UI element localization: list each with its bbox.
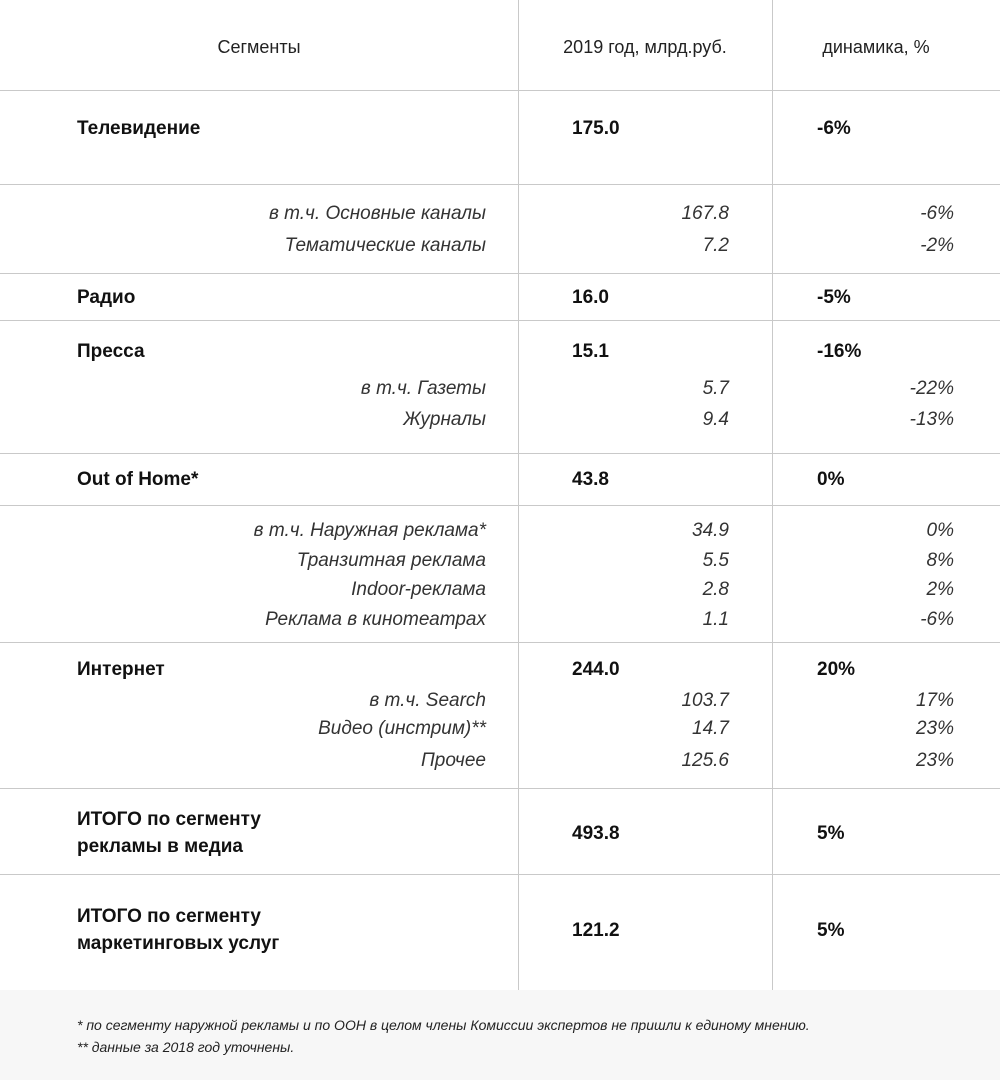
sub-value: 125.6 (681, 750, 729, 771)
row-divider (0, 642, 1000, 643)
total-media-value: 493.8 (572, 823, 620, 844)
total-media-label-line1: ИТОГО по сегменту (77, 809, 261, 830)
row-divider (0, 90, 1000, 91)
sub-value: 103.7 (681, 690, 729, 711)
footnote: ** данные за 2018 год уточнены. (77, 1039, 295, 1055)
sub-name: в т.ч. Газеты (360, 378, 486, 399)
sub-value: 167.8 (681, 203, 729, 224)
row-divider (0, 453, 1000, 454)
sub-name: в т.ч. Наружная реклама* (253, 520, 486, 541)
sub-dyn: 2% (926, 579, 954, 600)
sub-value: 1.1 (702, 609, 729, 630)
footnote: * по сегменту наружной рекламы и по ООН в целом члены Комиссии экспертов не пришли к единому мнению. (77, 1017, 810, 1033)
sub-value: 7.2 (702, 235, 729, 256)
row-divider (0, 273, 1000, 274)
row-divider (0, 505, 1000, 506)
row-divider (0, 320, 1000, 321)
segment-value-internet: 244.0 (572, 659, 620, 680)
header-dynamics: динамика, % (822, 37, 930, 57)
sub-value: 2.8 (702, 579, 729, 600)
segment-dyn-press: -16% (817, 341, 862, 362)
segment-name-press: Пресса (77, 341, 145, 362)
sub-dyn: 8% (926, 550, 954, 571)
sub-dyn: 23% (915, 750, 954, 771)
sub-dyn: 17% (915, 690, 954, 711)
sub-dyn: -22% (909, 378, 954, 399)
sub-name: Indoor-реклама (351, 579, 486, 600)
sub-dyn: 0% (926, 520, 954, 541)
total-media-dyn: 5% (817, 823, 845, 844)
total-marketing-label-line1: ИТОГО по сегменту (77, 906, 261, 927)
sub-name: Транзитная реклама (296, 550, 486, 571)
segment-name-radio: Радио (77, 287, 136, 308)
sub-dyn: -6% (920, 609, 954, 630)
sub-dyn: 23% (915, 718, 954, 739)
sub-name: Видео (инстрим)** (318, 718, 486, 739)
sub-value: 34.9 (692, 520, 729, 541)
segment-dyn-radio: -5% (817, 287, 851, 308)
row-divider (0, 184, 1000, 185)
sub-name: Журналы (403, 409, 486, 430)
segment-value-radio: 16.0 (572, 287, 609, 308)
sub-name: Прочее (420, 750, 486, 771)
segment-name-ooh: Out of Home* (77, 469, 199, 490)
total-media-label-line2: рекламы в медиа (77, 836, 243, 857)
column-divider (518, 0, 519, 990)
row-divider (0, 874, 1000, 875)
sub-value: 5.7 (702, 378, 729, 399)
sub-value: 5.5 (702, 550, 729, 571)
header-value: 2019 год, млрд.руб. (563, 37, 727, 57)
sub-name: в т.ч. Search (369, 690, 486, 711)
segment-dyn-tv: -6% (817, 118, 851, 139)
segment-dyn-internet: 20% (817, 659, 856, 680)
total-marketing-value: 121.2 (572, 920, 620, 941)
segment-value-press: 15.1 (572, 341, 609, 362)
sub-value: 14.7 (692, 718, 729, 739)
sub-dyn: -13% (909, 409, 954, 430)
sub-name: Реклама в кинотеатрах (265, 609, 486, 630)
sub-name: Тематические каналы (284, 235, 486, 256)
segment-dyn-ooh: 0% (817, 469, 845, 490)
header-segments: Сегменты (217, 37, 301, 57)
segment-name-tv: Телевидение (77, 118, 201, 139)
segment-value-ooh: 43.8 (572, 469, 609, 490)
total-marketing-label-line2: маркетинговых услуг (77, 933, 280, 954)
row-divider (0, 788, 1000, 789)
sub-name: в т.ч. Основные каналы (268, 203, 486, 224)
sub-dyn: -6% (920, 203, 954, 224)
sub-dyn: -2% (920, 235, 954, 256)
segment-name-internet: Интернет (77, 659, 165, 680)
footnotes (0, 990, 1000, 1080)
sub-value: 9.4 (702, 409, 729, 430)
segment-value-tv: 175.0 (572, 118, 620, 139)
total-marketing-dyn: 5% (817, 920, 845, 941)
column-divider (772, 0, 773, 990)
